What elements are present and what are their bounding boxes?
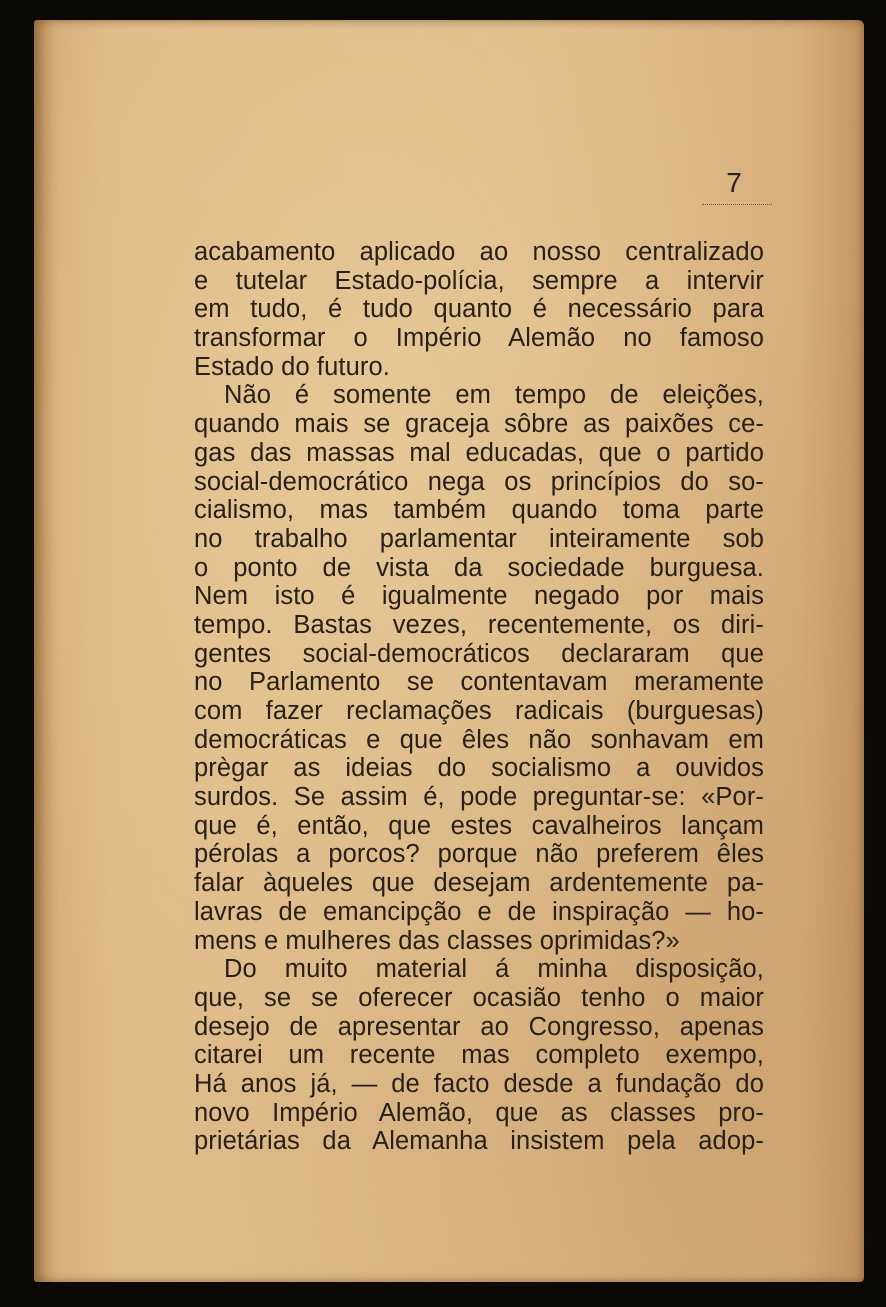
text-line: desejo de apresentar ao Congresso, apenas [194, 1012, 764, 1041]
text-line: e tutelar Estado-polícia, sempre a intervir [194, 266, 764, 295]
text-line: social-democrático nega os princípios do so- [194, 467, 764, 496]
text-line: com fazer reclamações radicais (burguesas) [194, 697, 764, 725]
text-line: gentes social-democráticos declararam que [194, 639, 764, 668]
book-page [34, 20, 864, 1282]
text-line: que é, então, que estes cavalheiros lançam [194, 811, 764, 840]
text-line: prietárias da Alemanha insistem pela adop- [194, 1127, 764, 1156]
text-line: acabamento aplicado ao nosso centralizado [194, 238, 764, 266]
text-line: Não é somente em tempo de eleições, [224, 381, 764, 410]
text-line: surdos. Se assim é, pode preguntar-se: «Por- [194, 783, 764, 812]
text-line: Nem isto é igualmente negado por mais [194, 582, 764, 611]
text-line: que, se se oferecer ocasião tenho o maior [194, 983, 764, 1012]
text-line: transformar o Império Alemão no famoso [194, 324, 764, 353]
text-line: novo Império Alemão, que as classes pro- [194, 1098, 764, 1127]
text-line: Estado do futuro. [194, 352, 390, 381]
text-line: falar àqueles que desejam ardentemente pa- [194, 869, 764, 898]
text-line: mens e mulheres das classes oprimidas?» [194, 926, 680, 955]
text-line: lavras de emancipção e de inspiração — ho- [194, 897, 764, 926]
page-number: 7 [726, 167, 742, 198]
text-line: gas das massas mal educadas, que o partido [194, 438, 764, 467]
text-line: democráticas e que êles não sonhavam em [194, 725, 764, 754]
text-line: Do muito material á minha disposição, [224, 955, 764, 984]
text-line: citarei um recente mas completo exempo, [194, 1041, 764, 1070]
text-line: o ponto de vista da sociedade burguesa. [194, 553, 764, 582]
body-text [194, 238, 764, 1156]
page-number-rule [702, 204, 772, 205]
text-line: pérolas a porcos? porque não preferem êles [194, 840, 764, 869]
text-line: cialismo, mas também quando toma parte [194, 496, 764, 525]
text-line: no trabalho parlamentar inteiramente sob [194, 524, 764, 553]
text-line: Há anos já, — de facto desde a fundação do [194, 1069, 764, 1098]
text-line: quando mais se graceja sôbre as paixões ce- [194, 410, 764, 439]
text-line: em tudo, é tudo quanto é necessário para [194, 295, 764, 324]
text-line: tempo. Bastas vezes, recentemente, os diri- [194, 610, 764, 639]
text-line: prègar as ideias do socialismo a ouvidos [194, 754, 764, 783]
text-line: no Parlamento se contentavam meramente [194, 668, 764, 697]
